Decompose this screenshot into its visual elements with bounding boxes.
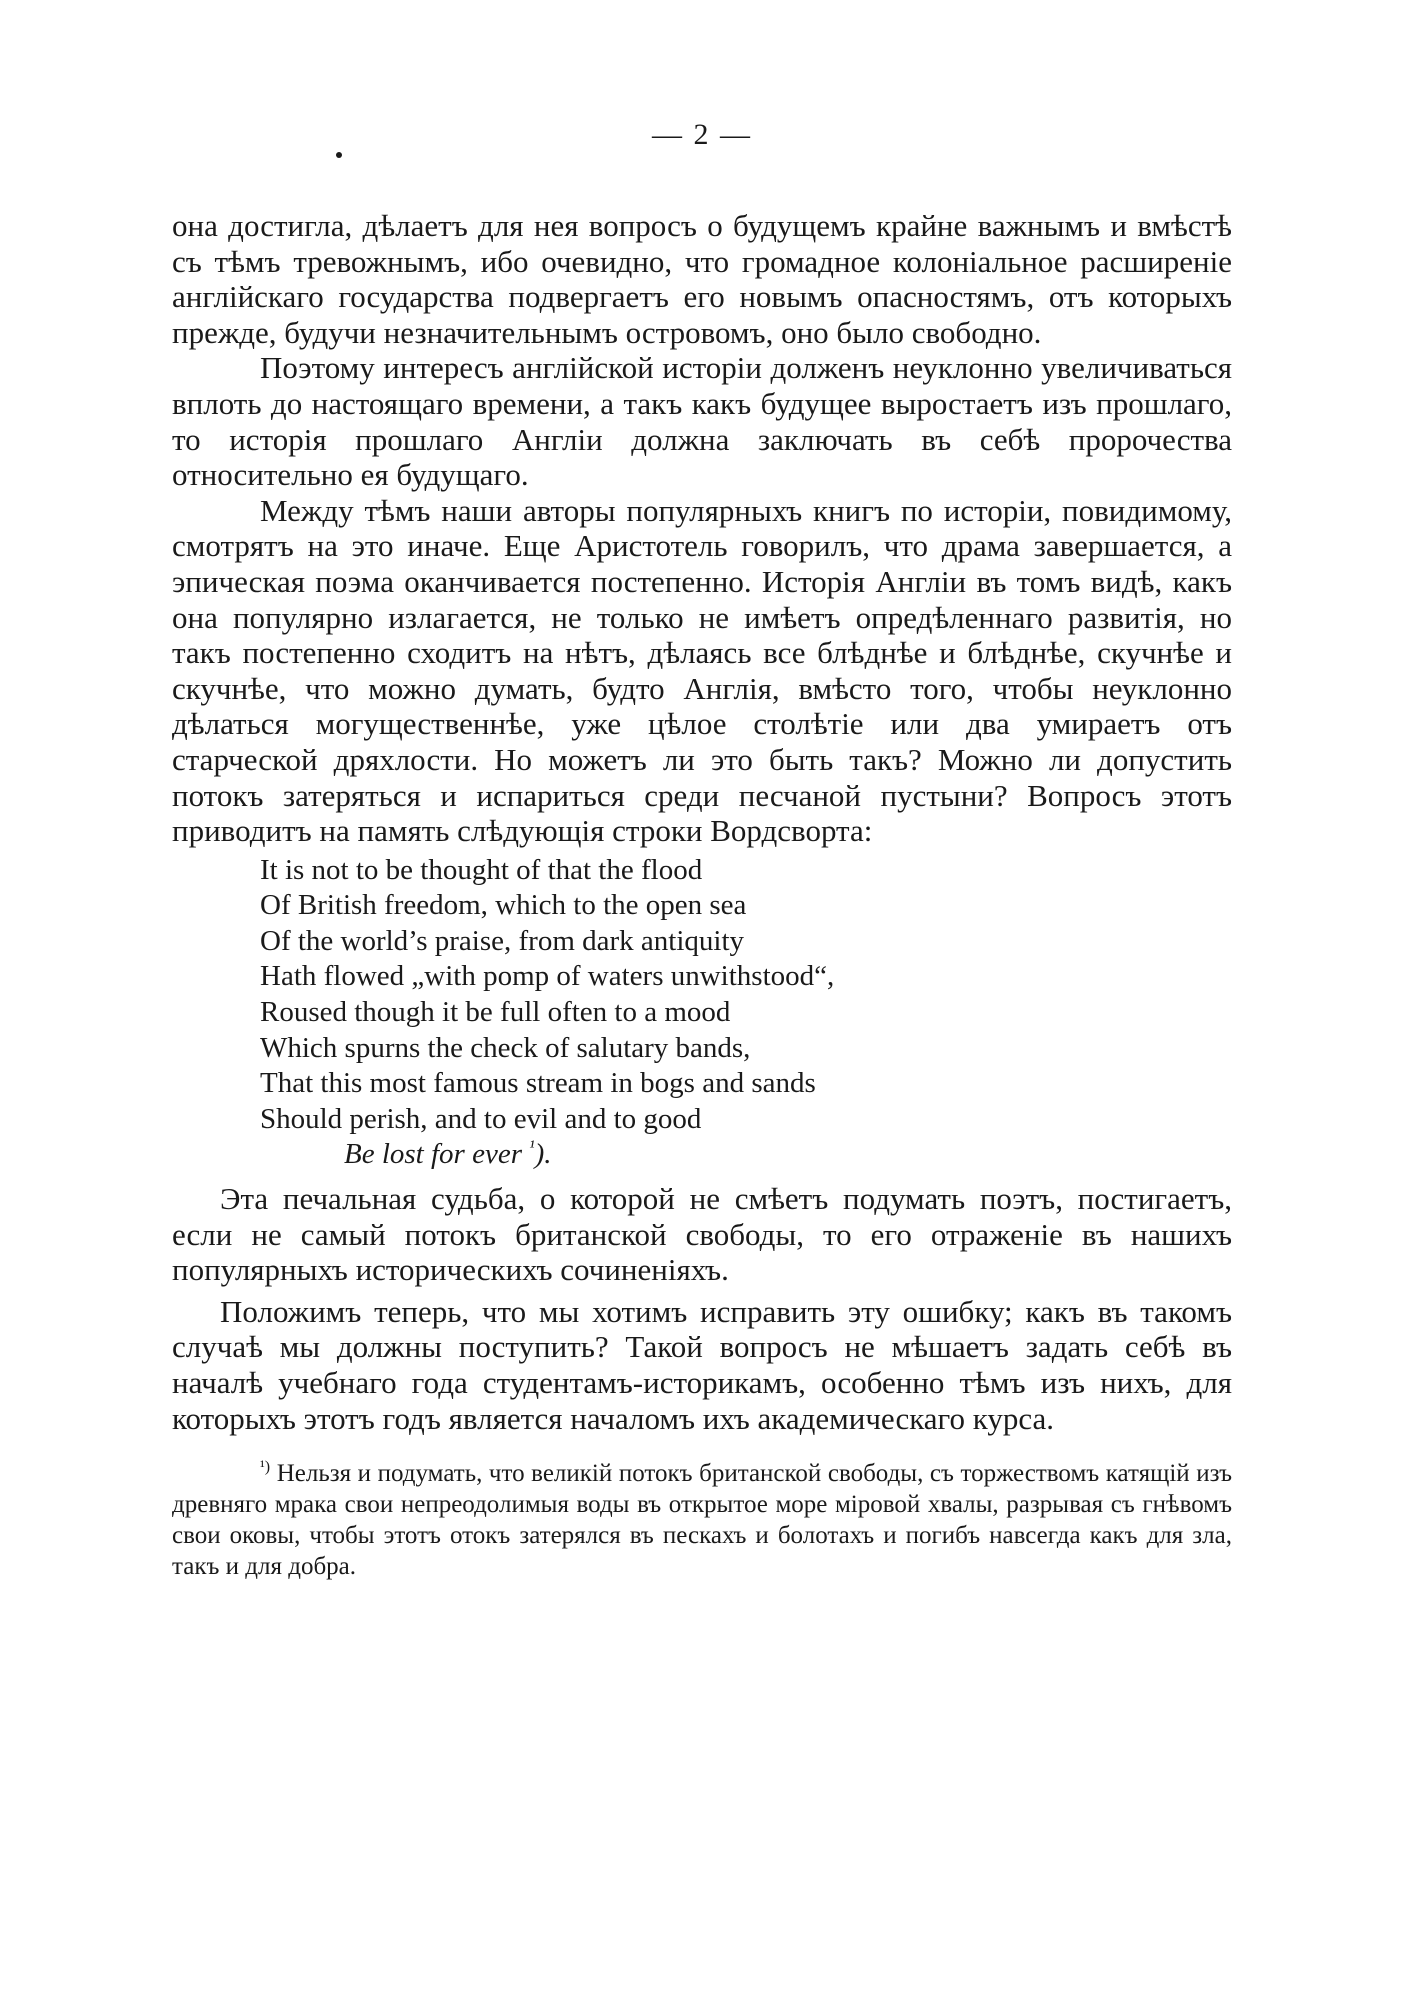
page-number: — 2 — [652, 118, 752, 151]
poem-line: It is not to be thought of that the flood [260, 853, 703, 886]
footnote-mark: ¹) [260, 1458, 271, 1476]
body-text [172, 208, 1232, 1582]
footnote-text: Нельзя и подумать, что великій потокъ британской свободы, съ торжествомъ катящій изъ древняго мрака свои непреодолимыя воды въ открытое море міровой хвалы, разрывая съ гнѣвомъ свои оковы, чтобы этотъ отокъ затерялся въ пескахъ и болотахъ и погибъ навсегда какъ для зла, такъ и для добра. [172, 1460, 1232, 1581]
paragraph-5: Положимъ теперь, что мы хотимъ исправить эту ошибку; какъ въ такомъ случаѣ мы должны поступить? Такой вопросъ не мѣшаетъ задать себѣ въ началѣ учебнаго года студентамъ-историкамъ, особенно тѣмъ изъ нихъ, для которыхъ этотъ годъ является началомъ ихъ академическаго курса. [172, 1293, 1232, 1436]
paragraph-1: она достигла, дѣлаетъ для нея вопросъ о будущемъ крайне важнымъ и вмѣстѣ съ тѣмъ тревожнымъ, ибо очевидно, что громадное колоніальное расширеніе англійскаго государства подвергаетъ его новымъ опасностямъ, отъ которыхъ прежде, будучи незначительнымъ островомъ, оно было свободно. [172, 208, 1232, 350]
footnote [172, 1458, 1232, 1582]
poem-line: Of the world’s praise, from dark antiquity [260, 924, 745, 957]
poem-last-line [260, 1137, 1232, 1173]
poem-line: Hath flowed „with pomp of waters unwithstood“, [260, 960, 835, 993]
wordsworth-poem [260, 853, 1232, 1173]
poem-line: Of British freedom, which to the open sea [260, 889, 747, 922]
paragraph-3: Между тѣмъ наши авторы популярныхъ книгъ по исторіи, повидимому, смотрятъ на это иначе. Еще Аристотель говорилъ, что драма завершается, а эпическая поэма оканчивается постепенно. Исторія Англіи въ томъ видѣ, какъ она популярно излагается, не только не имѣетъ опредѣленнаго развитія, но такъ постепенно сходитъ на нѣтъ, дѣлаясь все блѣднѣе и блѣднѣе, скучнѣе и скучнѣе, что можно думать, будто Англія, вмѣсто того, чтобы неуклонно дѣлаться могущественнѣе, уже цѣлое столѣтіе или два умираетъ отъ старческой дряхлости. Но можетъ ли это быть такъ? Можно ли допустить потокъ затеряться и испариться среди песчаной пустыни? Вопросъ этотъ приводитъ на память слѣдующія строки Вордсворта: [172, 492, 1232, 849]
print-speck [336, 152, 342, 158]
poem-line: Should perish, and to evil and to good [260, 1102, 702, 1135]
poem-last-tail: ). [534, 1138, 552, 1171]
poem-line: That this most famous stream in bogs and sands [260, 1067, 816, 1100]
footnote-reference: ¹ [529, 1136, 535, 1157]
paragraph-4: Эта печальная судьба, о которой не смѣетъ подумать поэтъ, постигаетъ, если не самый потокъ британской свободы, то его отраженіе въ нашихъ популярныхъ историческихъ сочиненіяхъ. [172, 1181, 1232, 1288]
poem-line: Which spurns the check of salutary bands, [260, 1031, 751, 1064]
poem-line: Roused though it be full often to a mood [260, 996, 731, 1029]
paragraph-2: Поэтому интересъ англійской исторіи долженъ неуклонно увеличиваться вплоть до настоящаго времени, а такъ какъ будущее выростаетъ изъ прошлаго, то исторія прошлаго Англіи должна заключать въ себѣ пророчества относительно ея будущаго. [172, 350, 1232, 493]
poem-last-text: Be lost for ever [344, 1138, 522, 1171]
